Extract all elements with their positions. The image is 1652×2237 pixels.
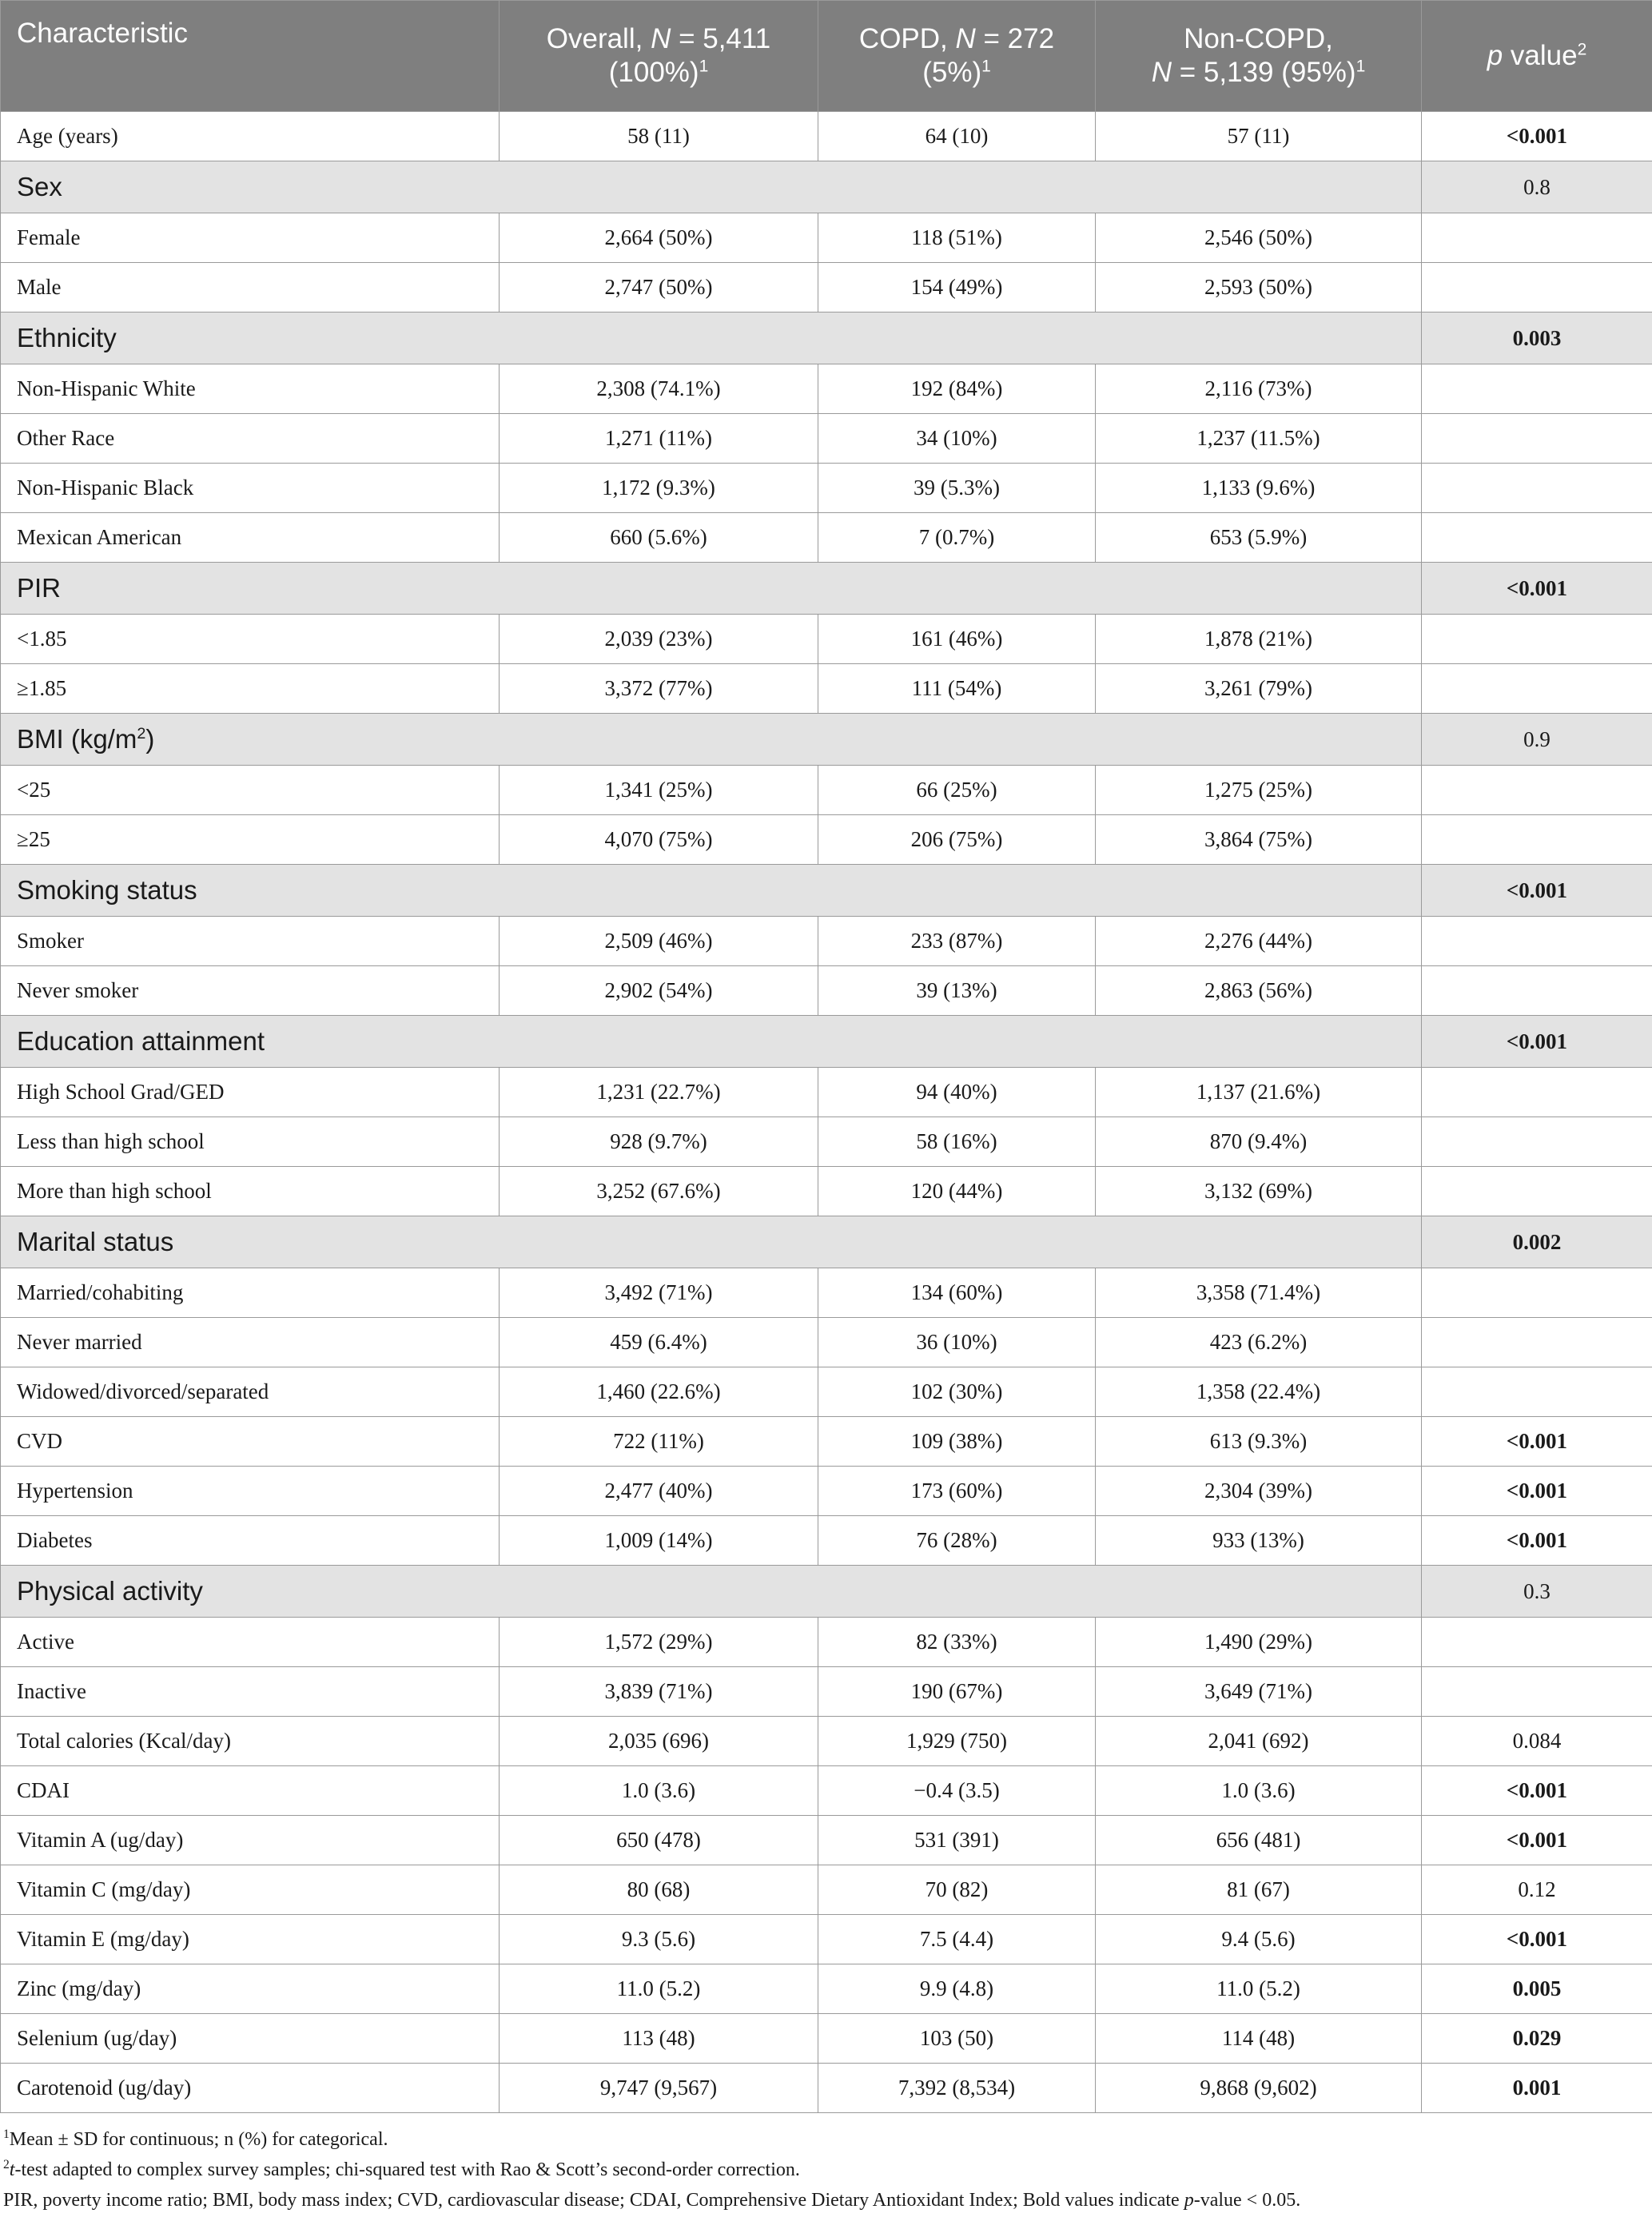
footnote-2-text: -test adapted to complex survey samples; chi-squared test with Rao & Scott’s second-order correction. <box>14 2159 800 2180</box>
overall-cell: 1,172 (9.3%) <box>500 464 818 513</box>
group-label-text: Physical activity <box>17 1576 203 1606</box>
table-group-row <box>1 161 1652 213</box>
row-label: CVD <box>1 1417 500 1467</box>
footnote-3-italic: p <box>1184 2190 1194 2211</box>
group-label <box>1 865 1422 917</box>
noncopd-cell: 9,868 (9,602) <box>1096 2064 1422 2113</box>
row-label: Mexican American <box>1 513 500 563</box>
table-row <box>1 464 1652 513</box>
row-label: Male <box>1 263 500 312</box>
noncopd-cell: 1,275 (25%) <box>1096 766 1422 815</box>
copd-cell: 7 (0.7%) <box>818 513 1096 563</box>
row-label: Inactive <box>1 1667 500 1717</box>
p-value-cell <box>1422 615 1652 664</box>
footnote-3-suffix: -value < 0.05. <box>1193 2190 1301 2211</box>
copd-cell: 154 (49%) <box>818 263 1096 312</box>
p-value-cell: 0.005 <box>1422 1964 1652 2014</box>
row-label: Non-Hispanic White <box>1 364 500 414</box>
noncopd-cell: 423 (6.2%) <box>1096 1318 1422 1367</box>
overall-cell: 1,271 (11%) <box>500 414 818 464</box>
p-value-cell <box>1422 815 1652 865</box>
footnote-1 <box>0 2124 1652 2155</box>
copd-cell: 9.9 (4.8) <box>818 1964 1096 2014</box>
header-noncopd-n: N <box>1151 57 1172 88</box>
row-label: ≥1.85 <box>1 664 500 714</box>
header-overall-sup: 1 <box>699 57 709 76</box>
noncopd-cell: 3,261 (79%) <box>1096 664 1422 714</box>
row-label: Age (years) <box>1 112 500 161</box>
p-value-cell <box>1422 263 1652 312</box>
overall-cell: 2,747 (50%) <box>500 263 818 312</box>
noncopd-cell: 1.0 (3.6) <box>1096 1766 1422 1816</box>
p-value-cell: 0.3 <box>1422 1566 1652 1618</box>
copd-cell: 192 (84%) <box>818 364 1096 414</box>
copd-cell: 190 (67%) <box>818 1667 1096 1717</box>
table-row <box>1 1417 1652 1467</box>
p-value-cell <box>1422 1167 1652 1216</box>
overall-cell: 4,070 (75%) <box>500 815 818 865</box>
noncopd-cell: 2,304 (39%) <box>1096 1467 1422 1516</box>
copd-cell: −0.4 (3.5) <box>818 1766 1096 1816</box>
header-noncopd-line1: Non-COPD, <box>1184 23 1333 54</box>
p-value-cell <box>1422 513 1652 563</box>
copd-cell: 173 (60%) <box>818 1467 1096 1516</box>
p-value-cell <box>1422 1318 1652 1367</box>
p-value-cell: <0.001 <box>1422 563 1652 615</box>
header-noncopd-sup: 1 <box>1355 57 1366 76</box>
footnote-2 <box>0 2155 1652 2185</box>
overall-cell: 722 (11%) <box>500 1417 818 1467</box>
header-overall-line1 <box>547 23 770 54</box>
group-label-text: Ethnicity <box>17 323 117 352</box>
p-value-cell <box>1422 1667 1652 1717</box>
footnote-3-text: PIR, poverty income ratio; BMI, body mass index; CVD, cardiovascular disease; CDAI, Comprehensive Dietary Antioxidant Index; Bold values indicate <box>3 2190 1184 2211</box>
overall-cell: 2,039 (23%) <box>500 615 818 664</box>
noncopd-cell: 656 (481) <box>1096 1816 1422 1865</box>
row-label: Other Race <box>1 414 500 464</box>
row-label: Selenium (ug/day) <box>1 2014 500 2064</box>
table-row <box>1 1268 1652 1318</box>
group-label-text: Marital status <box>17 1227 174 1256</box>
table-row <box>1 966 1652 1016</box>
overall-cell: 3,839 (71%) <box>500 1667 818 1717</box>
table-row <box>1 1915 1652 1964</box>
group-label-text: Sex <box>17 172 62 201</box>
row-label: Never smoker <box>1 966 500 1016</box>
p-value-cell <box>1422 1367 1652 1417</box>
table-row <box>1 917 1652 966</box>
noncopd-cell: 3,132 (69%) <box>1096 1167 1422 1216</box>
overall-cell: 113 (48) <box>500 2014 818 2064</box>
header-p-value <box>1422 1 1652 112</box>
header-noncopd-value: = 5,139 (95%) <box>1172 57 1356 88</box>
table-row <box>1 1766 1652 1816</box>
table-row <box>1 2014 1652 2064</box>
table-row <box>1 1467 1652 1516</box>
header-copd-line2: (5%) <box>922 57 982 88</box>
copd-cell: 120 (44%) <box>818 1167 1096 1216</box>
row-label: Less than high school <box>1 1117 500 1167</box>
noncopd-cell: 57 (11) <box>1096 112 1422 161</box>
copd-cell: 233 (87%) <box>818 917 1096 966</box>
copd-cell: 1,929 (750) <box>818 1717 1096 1766</box>
row-label: Married/cohabiting <box>1 1268 500 1318</box>
p-value-cell: <0.001 <box>1422 865 1652 917</box>
overall-cell: 1,572 (29%) <box>500 1618 818 1667</box>
noncopd-cell: 2,276 (44%) <box>1096 917 1422 966</box>
p-value-cell <box>1422 1068 1652 1117</box>
p-value-cell <box>1422 213 1652 263</box>
group-label <box>1 1566 1422 1618</box>
table-row <box>1 213 1652 263</box>
header-copd-prefix: COPD, <box>858 23 956 54</box>
group-label <box>1 161 1422 213</box>
group-label-text: Education attainment <box>17 1026 265 1056</box>
copd-cell: 58 (16%) <box>818 1117 1096 1167</box>
group-label-text: BMI (kg/m <box>17 724 137 754</box>
overall-cell: 80 (68) <box>500 1865 818 1915</box>
p-value-cell <box>1422 917 1652 966</box>
copd-cell: 82 (33%) <box>818 1618 1096 1667</box>
table-row <box>1 513 1652 563</box>
copd-cell: 39 (13%) <box>818 966 1096 1016</box>
table-row <box>1 766 1652 815</box>
noncopd-cell: 1,237 (11.5%) <box>1096 414 1422 464</box>
p-value-cell: 0.12 <box>1422 1865 1652 1915</box>
p-value-cell: 0.8 <box>1422 161 1652 213</box>
row-label: Vitamin A (ug/day) <box>1 1816 500 1865</box>
table-row <box>1 1816 1652 1865</box>
table-row <box>1 1865 1652 1915</box>
copd-cell: 7.5 (4.4) <box>818 1915 1096 1964</box>
copd-cell: 206 (75%) <box>818 815 1096 865</box>
table-group-row <box>1 312 1652 364</box>
noncopd-cell: 11.0 (5.2) <box>1096 1964 1422 2014</box>
footnote-1-text: Mean ± SD for continuous; n (%) for categorical. <box>9 2129 388 2150</box>
footnote-2-marker: 2 <box>3 2158 10 2171</box>
group-label <box>1 1216 1422 1268</box>
p-value-cell: <0.001 <box>1422 1467 1652 1516</box>
group-label-text: PIR <box>17 573 62 603</box>
overall-cell: 58 (11) <box>500 112 818 161</box>
p-value-cell <box>1422 966 1652 1016</box>
overall-cell: 11.0 (5.2) <box>500 1964 818 2014</box>
row-label: Active <box>1 1618 500 1667</box>
copd-cell: 161 (46%) <box>818 615 1096 664</box>
header-overall-value: = 5,411 <box>671 23 771 54</box>
noncopd-cell: 613 (9.3%) <box>1096 1417 1422 1467</box>
copd-cell: 531 (391) <box>818 1816 1096 1865</box>
table-header-row <box>1 1 1652 112</box>
header-copd-n: N <box>955 23 976 54</box>
copd-cell: 111 (54%) <box>818 664 1096 714</box>
p-value-cell: <0.001 <box>1422 1766 1652 1816</box>
overall-cell: 660 (5.6%) <box>500 513 818 563</box>
header-characteristic-label: Characteristic <box>17 18 188 49</box>
row-label: High School Grad/GED <box>1 1068 500 1117</box>
overall-cell: 2,902 (54%) <box>500 966 818 1016</box>
table-group-row <box>1 563 1652 615</box>
noncopd-cell: 933 (13%) <box>1096 1516 1422 1566</box>
noncopd-cell: 81 (67) <box>1096 1865 1422 1915</box>
overall-cell: 1,460 (22.6%) <box>500 1367 818 1417</box>
copd-cell: 70 (82) <box>818 1865 1096 1915</box>
noncopd-cell: 2,593 (50%) <box>1096 263 1422 312</box>
table-group-row <box>1 714 1652 766</box>
header-overall <box>500 1 818 112</box>
p-value-cell: <0.001 <box>1422 1417 1652 1467</box>
overall-cell: 2,477 (40%) <box>500 1467 818 1516</box>
footnote-3 <box>0 2185 1652 2215</box>
copd-cell: 118 (51%) <box>818 213 1096 263</box>
footnote-1-marker: 1 <box>3 2128 10 2141</box>
header-overall-prefix: Overall, <box>546 23 651 54</box>
overall-cell: 2,035 (696) <box>500 1717 818 1766</box>
noncopd-cell: 2,546 (50%) <box>1096 213 1422 263</box>
table-row <box>1 1167 1652 1216</box>
p-value-cell: <0.001 <box>1422 1516 1652 1566</box>
row-label: Never married <box>1 1318 500 1367</box>
footnotes <box>0 2124 1652 2215</box>
noncopd-cell: 1,137 (21.6%) <box>1096 1068 1422 1117</box>
noncopd-cell: 3,358 (71.4%) <box>1096 1268 1422 1318</box>
footnote-2-italic: t <box>9 2159 15 2180</box>
row-label: Smoker <box>1 917 500 966</box>
copd-cell: 66 (25%) <box>818 766 1096 815</box>
header-p-italic: p <box>1487 40 1503 71</box>
overall-cell: 1,341 (25%) <box>500 766 818 815</box>
noncopd-cell: 2,041 (692) <box>1096 1717 1422 1766</box>
group-label <box>1 312 1422 364</box>
overall-cell: 650 (478) <box>500 1816 818 1865</box>
copd-cell: 134 (60%) <box>818 1268 1096 1318</box>
copd-cell: 109 (38%) <box>818 1417 1096 1467</box>
header-copd-sup: 1 <box>981 57 991 76</box>
noncopd-cell: 9.4 (5.6) <box>1096 1915 1422 1964</box>
noncopd-cell: 653 (5.9%) <box>1096 513 1422 563</box>
row-label: Carotenoid (ug/day) <box>1 2064 500 2113</box>
row-label: Diabetes <box>1 1516 500 1566</box>
p-value-cell <box>1422 414 1652 464</box>
table-row <box>1 1618 1652 1667</box>
p-value-cell: 0.029 <box>1422 2014 1652 2064</box>
row-label: Non-Hispanic Black <box>1 464 500 513</box>
overall-cell: 1,231 (22.7%) <box>500 1068 818 1117</box>
row-label: Vitamin C (mg/day) <box>1 1865 500 1915</box>
overall-cell: 3,372 (77%) <box>500 664 818 714</box>
table-group-row <box>1 1216 1652 1268</box>
table-row <box>1 2064 1652 2113</box>
overall-cell: 928 (9.7%) <box>500 1117 818 1167</box>
copd-cell: 76 (28%) <box>818 1516 1096 1566</box>
table-group-row <box>1 865 1652 917</box>
row-label: Hypertension <box>1 1467 500 1516</box>
noncopd-cell: 870 (9.4%) <box>1096 1117 1422 1167</box>
header-p-sup: 2 <box>1577 40 1587 59</box>
overall-cell: 2,664 (50%) <box>500 213 818 263</box>
overall-cell: 3,252 (67.6%) <box>500 1167 818 1216</box>
p-value-cell <box>1422 464 1652 513</box>
header-noncopd <box>1096 1 1422 112</box>
p-value-cell <box>1422 766 1652 815</box>
header-p-rest: value <box>1503 40 1578 71</box>
overall-cell: 2,509 (46%) <box>500 917 818 966</box>
row-label: ≥25 <box>1 815 500 865</box>
row-label: Zinc (mg/day) <box>1 1964 500 2014</box>
copd-cell: 94 (40%) <box>818 1068 1096 1117</box>
table-row <box>1 1367 1652 1417</box>
header-copd-value: = 272 <box>975 23 1055 54</box>
table-row <box>1 1516 1652 1566</box>
p-value-cell <box>1422 1618 1652 1667</box>
table-row <box>1 364 1652 414</box>
overall-cell: 459 (6.4%) <box>500 1318 818 1367</box>
p-value-cell: <0.001 <box>1422 1016 1652 1068</box>
table-group-row <box>1 1566 1652 1618</box>
row-label: Widowed/divorced/separated <box>1 1367 500 1417</box>
table-row <box>1 1068 1652 1117</box>
table-row <box>1 263 1652 312</box>
table-row <box>1 1667 1652 1717</box>
p-value-cell: 0.001 <box>1422 2064 1652 2113</box>
p-value-cell: 0.9 <box>1422 714 1652 766</box>
p-value-cell: <0.001 <box>1422 1816 1652 1865</box>
copd-cell: 7,392 (8,534) <box>818 2064 1096 2113</box>
noncopd-cell: 1,358 (22.4%) <box>1096 1367 1422 1417</box>
noncopd-cell: 1,133 (9.6%) <box>1096 464 1422 513</box>
table-row <box>1 1717 1652 1766</box>
table-group-row <box>1 1016 1652 1068</box>
noncopd-cell: 3,864 (75%) <box>1096 815 1422 865</box>
p-value-cell <box>1422 664 1652 714</box>
table-row <box>1 1117 1652 1167</box>
table-row <box>1 1318 1652 1367</box>
table-row <box>1 1964 1652 2014</box>
row-label: Female <box>1 213 500 263</box>
overall-cell: 1.0 (3.6) <box>500 1766 818 1816</box>
table-row <box>1 615 1652 664</box>
copd-cell: 36 (10%) <box>818 1318 1096 1367</box>
noncopd-cell: 1,490 (29%) <box>1096 1618 1422 1667</box>
table-body <box>1 112 1652 2113</box>
group-label <box>1 1016 1422 1068</box>
header-overall-line2: (100%) <box>608 57 699 88</box>
group-label <box>1 563 1422 615</box>
p-value-cell: 0.084 <box>1422 1717 1652 1766</box>
copd-cell: 39 (5.3%) <box>818 464 1096 513</box>
table-row <box>1 112 1652 161</box>
copd-cell: 102 (30%) <box>818 1367 1096 1417</box>
p-value-cell <box>1422 1268 1652 1318</box>
p-value-cell <box>1422 1117 1652 1167</box>
overall-cell: 3,492 (71%) <box>500 1268 818 1318</box>
row-label: CDAI <box>1 1766 500 1816</box>
p-value-cell: <0.001 <box>1422 112 1652 161</box>
noncopd-cell: 3,649 (71%) <box>1096 1667 1422 1717</box>
group-label-sup: 2 <box>137 725 146 742</box>
header-copd <box>818 1 1096 112</box>
p-value-cell: 0.002 <box>1422 1216 1652 1268</box>
noncopd-cell: 2,116 (73%) <box>1096 364 1422 414</box>
table-row <box>1 664 1652 714</box>
table-row <box>1 414 1652 464</box>
group-label <box>1 714 1422 766</box>
row-label: Total calories (Kcal/day) <box>1 1717 500 1766</box>
row-label: More than high school <box>1 1167 500 1216</box>
group-label-text: Smoking status <box>17 875 197 905</box>
row-label: Vitamin E (mg/day) <box>1 1915 500 1964</box>
header-overall-n: N <box>651 23 671 54</box>
overall-cell: 1,009 (14%) <box>500 1516 818 1566</box>
group-label-suffix: ) <box>145 724 155 754</box>
row-label: <1.85 <box>1 615 500 664</box>
p-value-cell: 0.003 <box>1422 312 1652 364</box>
header-characteristic <box>1 1 500 112</box>
overall-cell: 9,747 (9,567) <box>500 2064 818 2113</box>
p-value-cell <box>1422 364 1652 414</box>
noncopd-cell: 2,863 (56%) <box>1096 966 1422 1016</box>
row-label: <25 <box>1 766 500 815</box>
overall-cell: 2,308 (74.1%) <box>500 364 818 414</box>
noncopd-cell: 1,878 (21%) <box>1096 615 1422 664</box>
copd-cell: 64 (10) <box>818 112 1096 161</box>
noncopd-cell: 114 (48) <box>1096 2014 1422 2064</box>
table-row <box>1 815 1652 865</box>
copd-cell: 34 (10%) <box>818 414 1096 464</box>
copd-cell: 103 (50) <box>818 2014 1096 2064</box>
p-value-cell: <0.001 <box>1422 1915 1652 1964</box>
overall-cell: 9.3 (5.6) <box>500 1915 818 1964</box>
